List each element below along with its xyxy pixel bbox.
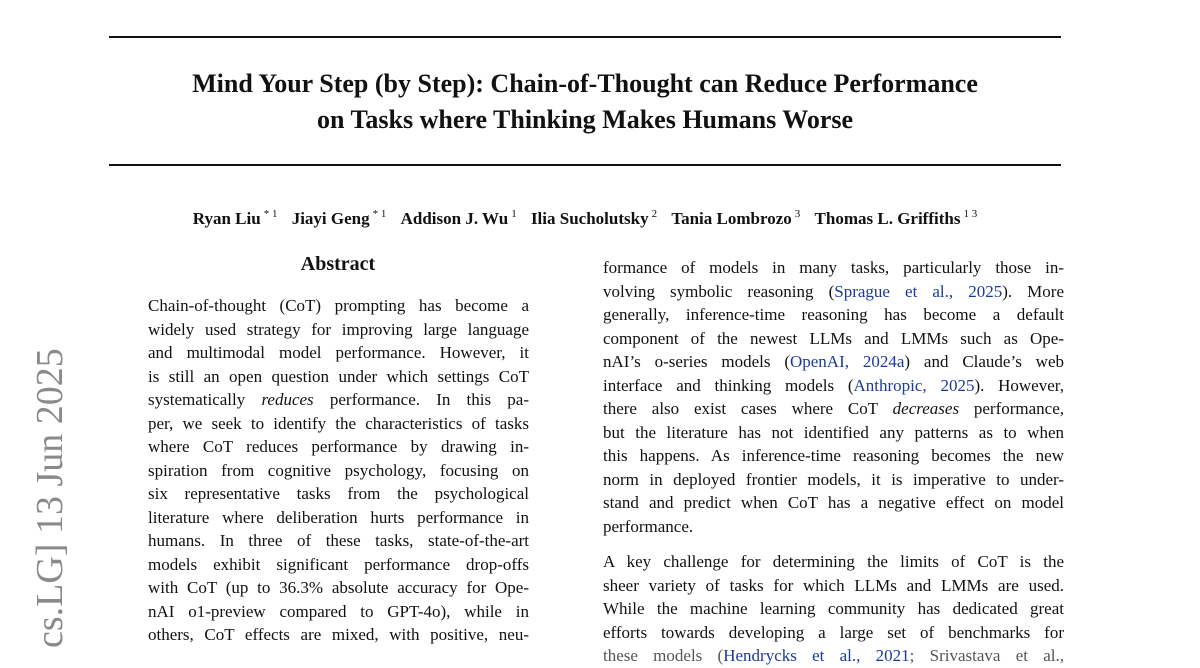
abstract-line: and multimodal model performance. However, it [148,343,529,362]
text-line: generally, inference-time reasoning has become a default [603,305,1064,324]
abstract-line: spiration from cognitive psychology, focusing on [148,460,529,480]
abstract-heading: Abstract [300,253,376,275]
abstract-line: widely used strategy for improving large language [148,319,529,339]
abstract-line: where CoT reduces performance by drawing in- [148,437,529,456]
abstract-body [148,294,529,647]
abstract-line: systematically reduces performance. In this pa- [148,390,529,409]
intro-paragraph-2 [603,550,1064,668]
citation-link[interactable]: Sprague et al., 2025 [834,281,1003,301]
intro-column [603,256,1064,668]
abstract-line: six representative tasks from the psychological [148,484,529,503]
abstract-line: is still an open question under which settings CoT [148,366,529,386]
author: Thomas L. Griffiths $^{1 3}$ [814,208,978,228]
title-line-2: on Tasks where Thinking Makes Humans Worse [316,105,854,134]
text-line: volving symbolic reasoning (Sprague et al., 2025). More [603,281,1065,301]
title-top-rule [109,36,1061,38]
abstract-line: literature where deliberation hurts performance in [148,507,529,527]
text-line: component of the newest LLMs and LMMs such as Ope- [603,328,1064,348]
text-line: sheer variety of tasks for which LLMs and LMMs are used. [603,575,1064,595]
author: Ryan Liu $^{* 1}$ [192,208,278,228]
abstract-line: models exhibit significant performance drop-offs [148,554,529,574]
citation-link[interactable]: OpenAI, 2024a [789,352,905,371]
title-bottom-rule [109,164,1061,166]
text-line: this happens. As inference-time reasoning becomes the new [603,446,1064,465]
title-line-1: Mind Your Step (by Step): Chain-of-Thought can Reduce Performance [192,69,978,98]
paper-title [109,66,1061,138]
citation-link[interactable]: Anthropic, 2025 [853,375,975,395]
abstract-line: humans. In three of these tasks, state-of-the-art [148,531,529,550]
abstract-line: Chain-of-thought (CoT) prompting has become a [148,296,529,315]
text-line: norm in deployed frontier models, it is imperative to under- [603,469,1064,489]
citation-link[interactable]: Hendrycks et al., 2021 [723,646,910,665]
abstract-line: others, CoT effects are mixed, with positive, neu- [148,625,529,644]
text-line: there also exist cases where CoT decreases performance, [603,399,1065,418]
author: Jiayi Geng $^{* 1}$ [291,208,387,228]
author: Tania Lombrozo $^3$ [671,208,801,228]
author: Addison J. Wu $^1$ [400,208,517,228]
author-list [0,208,1170,229]
text-line: formance of models in many tasks, particularly those in- [603,258,1064,277]
text-line: While the machine learning community has dedicated great [603,599,1064,618]
abstract-line: with CoT (up to 36.3% absolute accuracy for Ope- [148,578,529,597]
author: Ilia Sucholutsky $^2$ [530,208,658,228]
text-line: interface and thinking models (Anthropic, 2025). However, [603,375,1065,395]
text-line: performance. [603,516,694,536]
abstract-line: nAI o1-preview compared to GPT-4o), while in [148,601,529,621]
text-line: nAI’s o-series models (OpenAI, 2024a) and Claude’s web [603,352,1064,371]
text-line: stand and predict when CoT has a negative effect on model [603,493,1064,512]
abstract-line: per, we seek to identify the characteristics of tasks [148,413,529,433]
text-line: A key challenge for determining the limits of CoT is the [603,552,1064,571]
text-line: but the literature has not identified any patterns as to when [603,422,1064,442]
text-line: these models (Hendrycks et al., 2021; Srivastava et al., [603,646,1065,665]
text-line: efforts towards developing a large set of benchmarks for [603,622,1064,642]
arxiv-side-stamp: cs.LG] 13 Jun 2025 [29,348,71,648]
